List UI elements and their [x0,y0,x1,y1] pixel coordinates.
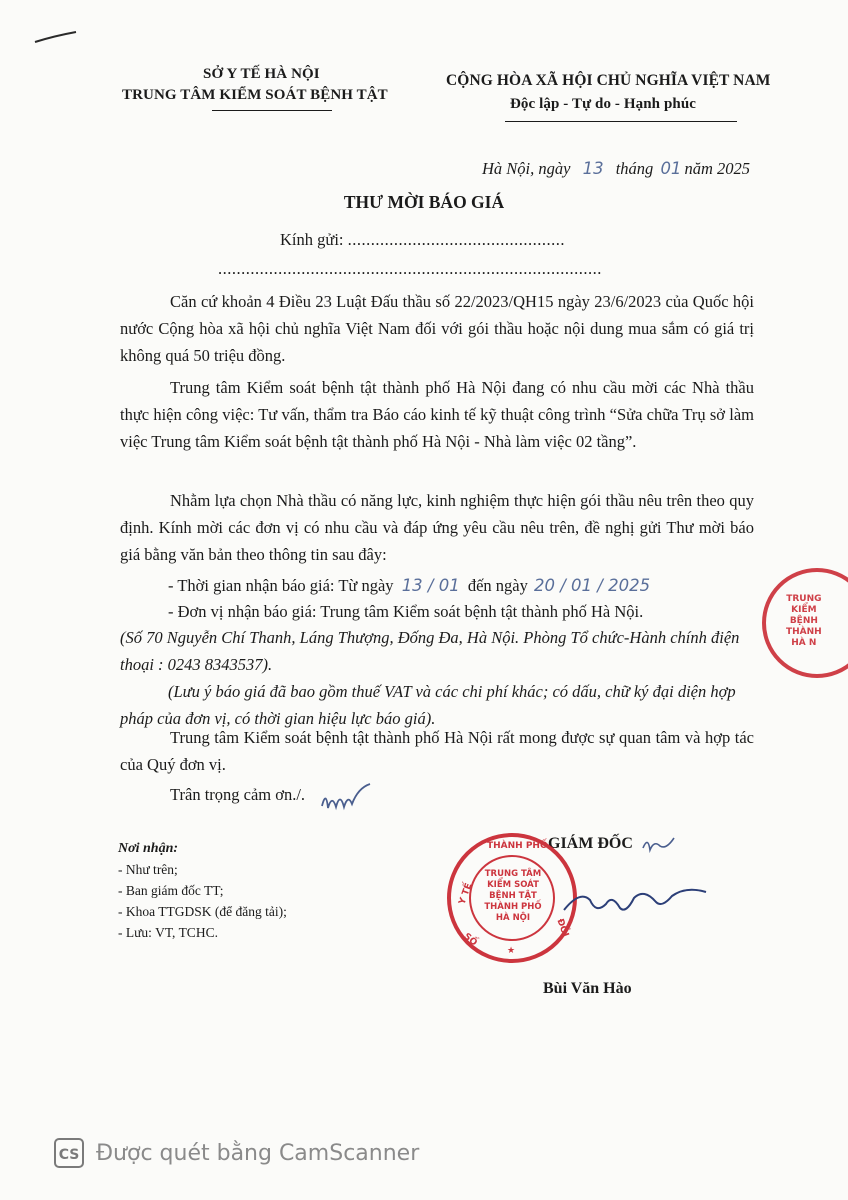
paragraph-legal-basis: Căn cứ khoản 4 Điều 23 Luật Đấu thầu số 22/2023/QH15 ngày 23/6/2023 của Quốc hội nước Cộng hòa xã hội chủ nghĩa Việt Nam đối với gói thầu hoặc nội dung mua sắm có giá trị không quá 50 triệu đồng. [120,292,754,365]
closing-line [170,781,305,808]
signer-role: GIÁM ĐỐC [548,835,633,852]
paragraph-need: Trung tâm Kiểm soát bệnh tật thành phố Hà Nội đang có nhu cầu mời các Nhà thầu thực hiện công việc: Tư vấn, thẩm tra Báo cáo kinh tế kỹ thuật công trình “Sửa chữa Trụ sở làm việc Trung tâm Kiểm soát bệnh tật thành phố Hà Nội - Nhà làm việc 02 tầng”. [120,378,754,451]
official-stamp [447,833,577,963]
receive-time-from: 13 / 01 [401,576,460,595]
recipients-block [118,838,287,943]
receive-time-prefix: - Thời gian nhận báo giá: Từ ngày [168,576,394,595]
date-day: 13 [582,159,604,178]
nation-title: CỘNG HÒA XÃ HỘI CHỦ NGHĨA VIỆT NAM [446,72,771,89]
recipients-item: - Như trên; [118,862,178,877]
receive-time-to: 20 / 01 / 2025 [534,576,651,595]
date-line [482,155,750,182]
recipients-item: - Khoa TTGDSK (để đăng tải); [118,904,287,919]
stamp-center-line: TRUNG TÂM [484,869,542,879]
paragraph-invitation: Nhằm lựa chọn Nhà thầu có năng lực, kinh nghiệm thực hiện gói thầu nêu trên theo quy định. Kính mời các đơn vị có nhu cầu và đáp ứng yêu cầu nêu trên, đề nghị gửi Thư mời báo giá bằng văn bản theo thông tin sau đây: [120,491,754,564]
side-stamp-line: TRUNG [786,594,822,604]
stamp-center-line: BỆNH TẬT [489,891,537,901]
agency-name: TRUNG TÂM KIỂM SOÁT BỆNH TẬT [122,87,388,103]
closing-text: Trân trọng cảm ơn./. [170,785,306,804]
side-stamp-center [786,594,822,649]
date-month-word: tháng [615,159,654,178]
recipients-item: - Ban giám đốc TT; [118,883,224,898]
side-stamp-line: HÀ N [791,638,817,648]
recipient-line [280,226,565,253]
stamp-center-line: KIỂM SOÁT [487,880,539,890]
side-stamp-line: BỆNH [789,616,818,626]
director-signature [560,880,710,930]
paragraph-hope: Trung tâm Kiểm soát bệnh tật thành phố Hà Nội rất mong được sự quan tâm và hợp tác của Quý đơn vị. [120,728,754,774]
agency-underline [212,110,332,111]
stamp-ring-right: ĐỒI [554,917,571,939]
stamp-ring-left: Y TẾ [457,881,475,907]
document-title: THƯ MỜI BÁO GIÁ [343,192,505,212]
motto-underline [505,121,737,122]
side-stamp-line: THÀNH [786,627,822,637]
stamp-center-line: HÀ NỘI [495,913,531,923]
address-note: (Số 70 Nguyễn Chí Thanh, Láng Thượng, Đống Đa, Hà Nội. Phòng Tổ chức-Hành chính điện thoại : 0243 8343537). [120,628,740,674]
camscanner-logo-icon: CS [54,1138,84,1168]
recipients-label: Nơi nhận: [118,841,179,856]
signer-name: Bùi Văn Hào [543,980,632,997]
recipient-label: Kính gửi: [280,230,344,249]
stamp-center-line: THÀNH PHỐ [484,902,542,912]
pen-mark [32,28,80,48]
date-month: 01 [660,159,682,178]
recipient-dots-line2: ................................................................................... [218,259,602,278]
side-stamp-line: KIỂM [791,605,817,615]
camscanner-watermark [54,1138,419,1168]
stamp-ring-bottom: SỐ [461,931,479,949]
agency-parent: SỞ Y TẾ HÀ NỘI [203,66,320,82]
vat-note: (Lưu ý báo giá đã bao gồm thuế VAT và các chi phí khác; có dấu, chữ ký đại diện hợp pháp của đơn vị, có thời gian hiệu lực báo giá). [120,682,736,728]
date-year: năm 2025 [684,159,750,178]
receive-time-line [168,572,652,599]
recipients-item: - Lưu: VT, TCHC. [118,925,218,940]
recipient-dots: ............................................... [347,230,565,249]
receive-time-mid: đến ngày [467,576,528,595]
motto: Độc lập - Tự do - Hạnh phúc [510,96,697,112]
stamp-ring-top: THÀNH PHỐ [487,841,548,851]
camscanner-text: Được quét bằng CamScanner [96,1140,420,1166]
receiving-unit-line: - Đơn vị nhận báo giá: Trung tâm Kiểm soát bệnh tật thành phố Hà Nội. [168,602,644,621]
initials-signature [318,780,374,820]
side-stamp [762,568,848,678]
date-prefix: Hà Nội, ngày [482,159,571,178]
role-initial-mark [640,832,676,858]
stamp-center [471,869,555,924]
stamp-star: ★ [507,945,516,955]
